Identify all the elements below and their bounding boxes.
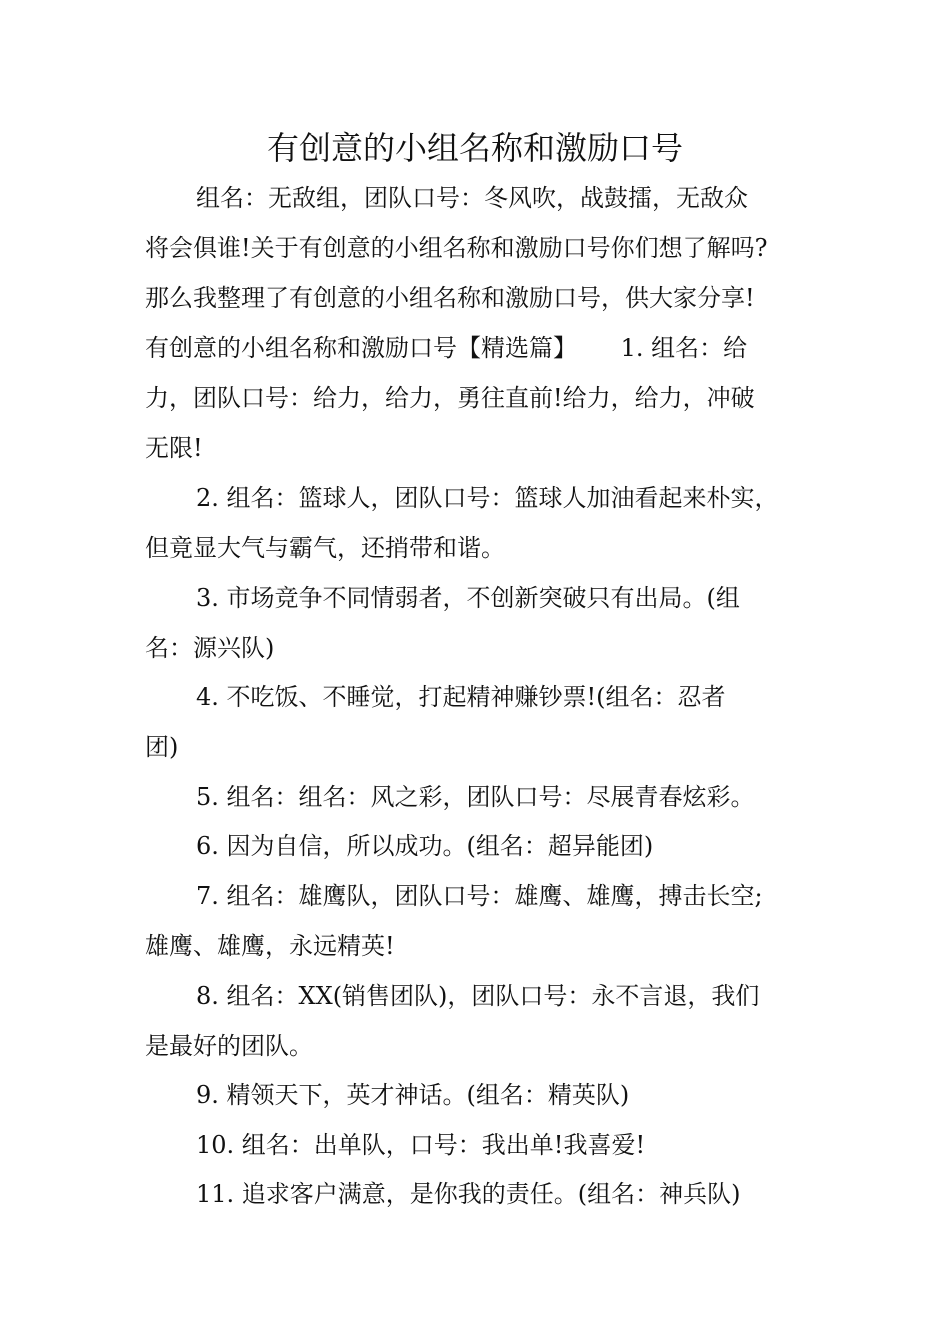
- list-item-line: 是最好的团队。: [145, 1032, 313, 1060]
- list-item-line: 9. 精领天下，英才神话。(组名：精英队): [196, 1081, 630, 1109]
- paragraph-line: 力，团队口号：给力，给力，勇往直前!给力，给力，冲破: [145, 384, 755, 412]
- list-item-line: 11. 追求客户满意，是你我的责任。(组名：神兵队): [196, 1180, 741, 1208]
- list-item-line: 7. 组名：雄鹰队，团队口号：雄鹰、雄鹰，搏击长空;: [196, 882, 763, 910]
- paragraph-line: 将会俱谁!关于有创意的小组名称和激励口号你们想了解吗?: [145, 234, 768, 262]
- paragraph-line: 有创意的小组名称和激励口号【精选篇】 1. 组名：给: [145, 334, 748, 362]
- list-item-line: 但竟显大气与霸气，还捎带和谐。: [145, 534, 505, 562]
- paragraph-line: 无限!: [145, 434, 203, 462]
- list-item-line: 5. 组名：组名：风之彩，团队口号：尽展青春炫彩。: [196, 783, 755, 811]
- list-item-line: 4. 不吃饭、不睡觉，打起精神赚钞票!(组名：忍者: [196, 683, 726, 711]
- list-item-line: 名：源兴队): [145, 634, 275, 662]
- list-item-line: 10. 组名：出单队，口号：我出单!我喜爱!: [196, 1131, 646, 1159]
- list-item-line: 2. 组名：篮球人，团队口号：篮球人加油看起来朴实，: [196, 484, 779, 512]
- list-item-line: 6. 因为自信，所以成功。(组名：超异能团): [196, 832, 654, 860]
- paragraph-line: 那么我整理了有创意的小组名称和激励口号，供大家分享!: [145, 284, 755, 312]
- list-item-line: 团): [145, 733, 179, 761]
- list-item-line: 8. 组名：XX(销售团队)，团队口号：永不言退，我们: [196, 982, 760, 1010]
- paragraph-line: 组名：无敌组，团队口号：冬风吹，战鼓擂，无敌众: [196, 184, 748, 212]
- list-item-line: 3. 市场竞争不同情弱者，不创新突破只有出局。(组: [196, 584, 740, 612]
- list-item-line: 雄鹰、雄鹰，永远精英!: [145, 932, 395, 960]
- document-title: 有创意的小组名称和激励口号: [266, 129, 683, 167]
